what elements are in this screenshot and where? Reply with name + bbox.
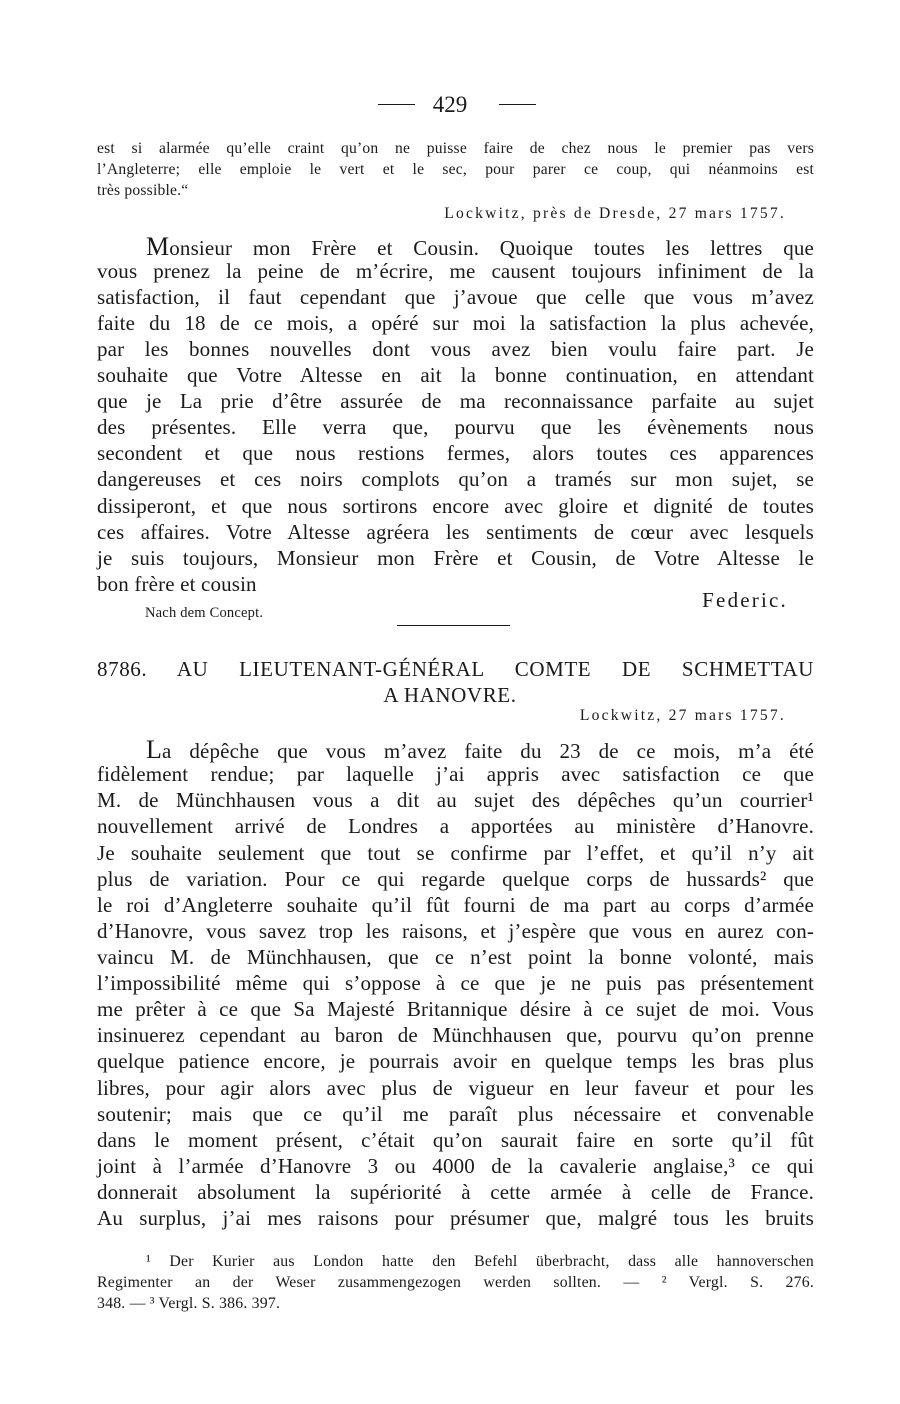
footnote-line: ¹ Der Kurier aus London hatte den Befehl überbracht, dass alle hannoverschen <box>146 1253 814 1270</box>
letter-body-line: Au surplus, j’ai mes raisons pour présumer que, malgré tous les bruits <box>97 1206 814 1230</box>
letter-body-line: bon frère et cousin <box>97 572 257 596</box>
letter-body-line: vous prenez la peine de m’écrire, me causent toujours infiniment de la <box>97 259 814 283</box>
letter-body-line: plus de variation. Pour ce qui regarde quelque corps de hussards² que <box>97 867 814 891</box>
intro-line: très possible.“ <box>97 182 189 199</box>
letter-body-line: me prêter à ce que Sa Majesté Britannique désire à ce sujet de moi. Vous <box>97 997 814 1021</box>
letter-body-line: que je La prie d’être assurée de ma reconnaissance parfaite au sujet <box>97 389 814 413</box>
letter-body-line: des présentes. Elle verra que, pourvu que les évènements nous <box>97 415 814 439</box>
letter-body-line: je suis toujours, Monsieur mon Frère et Cousin, de Votre Altesse le <box>97 546 814 570</box>
letter-body-line: M. de Münchhausen vous a dit au sujet des dépêches qu’un courrier¹ <box>97 788 814 812</box>
letter-heading: 8786. AU LIEUTENANT-GÉNÉRAL COMTE DE SCHMETTAU <box>97 657 814 681</box>
source-note: Nach dem Concept. <box>145 605 264 621</box>
letter-body-text: a dépêche que vous m’avez faite du 23 de ce mois, m’a été <box>162 739 814 763</box>
dateline: Lockwitz, près de Dresde, 27 mars 1757. <box>444 205 786 222</box>
dateline: Lockwitz, 27 mars 1757. <box>579 707 786 724</box>
letter-heading-line2: A HANOVRE. <box>383 683 517 707</box>
page-number-rule-right <box>499 104 536 105</box>
letter-body-line: donnerait absolument la supériorité à cette armée à celle de France. <box>97 1180 814 1204</box>
letter-body-line: satisfaction, il faut cependant que j’avoue que celle que vous m’avez <box>97 285 814 309</box>
letter-body-line: dans le moment présent, c’était qu’on saurait faire en sorte qu’il fût <box>97 1128 814 1152</box>
signature: Federic. <box>702 588 788 612</box>
section-divider <box>397 625 510 626</box>
letter-body-line: fidèlement rendue; par laquelle j’ai appris avec satisfaction ce que <box>97 762 814 786</box>
letter-body-line: ces affaires. Votre Altesse agréera les sentiments de cœur avec lesquels <box>97 520 814 544</box>
letter-body-line: faite du 18 de ce mois, a opéré sur moi la satisfaction la plus achevée, <box>97 311 814 335</box>
initial-letter: M <box>146 232 170 261</box>
letter-body-line: Je souhaite seulement que tout se confirme par l’effet, et qu’il n’y ait <box>97 841 814 865</box>
letter-body-line: nouvellement arrivé de Londres a apportées au ministère d’Hanovre. <box>97 814 814 838</box>
footnote-line: 348. — ³ Vergl. S. 386. 397. <box>97 1295 281 1312</box>
letter-body-line: secondent et que nous restions fermes, alors toutes ces apparences <box>97 441 814 465</box>
letter-body-line: souhaite que Votre Altesse en ait la bonne continuation, en attendant <box>97 363 814 387</box>
letter-body-line: insinuerez cependant au baron de Münchhausen que, pourvu qu’on prenne <box>97 1023 814 1047</box>
letter-body-line: dangereuses et ces noirs complots qu’on a tramés sur mon sujet, se <box>97 467 814 491</box>
letter-body-line: vaincu M. de Münchhausen, que ce n’est point la bonne volonté, mais <box>97 945 814 969</box>
letter-body-line: d’Hanovre, vous savez trop les raisons, et j’espère que vous en aurez con- <box>97 919 814 943</box>
letter-body-text: onsieur mon Frère et Cousin. Quoique toutes les lettres que <box>169 236 814 260</box>
letter-body-line: l’impossibilité même qui s’oppose à ce que je ne puis pas présentement <box>97 971 814 995</box>
letter-body-line <box>146 735 814 765</box>
letter-body-line <box>146 232 814 262</box>
intro-line: est si alarmée qu’elle craint qu’on ne puisse faire de chez nous le premier pas vers <box>97 140 814 157</box>
page-number: 429 <box>432 92 468 117</box>
letter-body-line: libres, pour agir alors avec plus de vigueur en leur faveur et pour les <box>97 1076 814 1100</box>
letter-body-line: soutenir; mais que ce qu’il me paraît plus nécessaire et convenable <box>97 1102 814 1126</box>
letter-body-line: quelque patience encore, je pourrais avoir en quelque temps les bras plus <box>97 1049 814 1073</box>
letter-body-line: le roi d’Angleterre souhaite qu’il fût fourni de ma part au corps d’armée <box>97 893 814 917</box>
letter-body-line: joint à l’armée d’Hanovre 3 ou 4000 de la cavalerie anglaise,³ ce qui <box>97 1154 814 1178</box>
footnote-line: Regimenter an der Weser zusammengezogen werden sollten. — ² Vergl. S. 276. <box>97 1274 814 1291</box>
letter-body-line: par les bonnes nouvelles dont vous avez bien voulu faire part. Je <box>97 337 814 361</box>
intro-line: l’Angleterre; elle emploie le vert et le sec, pour parer ce coup, qui néanmoins est <box>97 161 814 178</box>
initial-letter: L <box>146 735 163 764</box>
letter-body-line: dissiperont, et que nous sortirons encore avec gloire et dignité de toutes <box>97 494 814 518</box>
